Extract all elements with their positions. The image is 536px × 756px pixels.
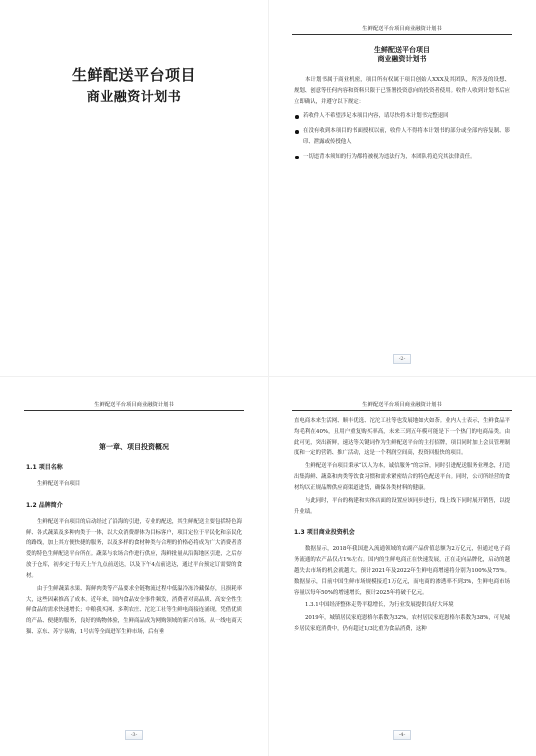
body-paragraph: 与此同时，平台的构建和实体店面的设置应该同步进行，线上线下同时展开销售，以提升业绩。 xyxy=(294,497,510,515)
section-title-1-3: 1.3 项目商业投资机会 xyxy=(294,529,355,537)
page-divider-horizontal xyxy=(0,376,536,377)
chapter-title: 第一章、项目投资概况 xyxy=(99,443,169,451)
page-number: -2- xyxy=(393,354,412,364)
running-header: 生鲜配送平台项目商业融资计划书 xyxy=(292,400,512,411)
body-paragraph: 2019年，城镇居民家庭恩格尔系数为32%，农村居民家庭恩格尔系数为38%，可见城乡居民家庭消费中，仍有超过1/3比重为食品消费，这种 xyxy=(294,615,510,632)
section-title-1-2: 1.2 品牌简介 xyxy=(26,501,63,509)
page-title-line1: 生鲜配送平台项目 xyxy=(374,46,430,54)
page-number: -3- xyxy=(125,730,144,740)
body-paragraph: 数据显示，2018年我国进入流通领域的农副产品价值总额为2万亿元，但通过电子商务流通的农产品仅占1%左右。国内的生鲜电商正在快速发展，正在走向品牌化，启动的越越失去市场的机会就越大。预计2021年及2022年生鲜电商增速将分别为100%及75%。数据显示，目前中国生鲜市场规模接近1万亿元，而电商的渗透率不到3%，生鲜电商市场容量以每年50%的增速增长，预计2025年将破千亿元。 xyxy=(294,546,510,596)
running-header: 生鲜配送平台项目商业融资计划书 xyxy=(24,400,244,411)
cover-title-line1: 生鲜配送平台项目 xyxy=(71,66,196,84)
cover-title-line2: 商业融资计划书 xyxy=(86,90,182,105)
intro-paragraph: 本计划书属于商业机密，项目所有权属于项目创始人XXX及其团队，所涉及的设想、规划、创意等任何内容和资料只限于已签署投资意向的投资者使用。收件人收到计划书后应立即确认，并遵守以下规定： xyxy=(294,76,510,105)
page-continuation xyxy=(274,382,530,752)
page-cover xyxy=(6,6,262,376)
body-paragraph: 生鲜配送平台项目秉承“以人为本，诚信服务”的宗旨，同时引进配送服务业理念，打造出集海鲜、蔬菜和肉类等饮食习惯和需求紧密结合的特色配送平台。同时，公司所经营的食材均以正规品牌供应商渠道进货，确保各类材料的健康。 xyxy=(294,463,510,491)
project-name: 生鲜配送平台项目 xyxy=(37,481,81,487)
page-confidentiality xyxy=(274,6,530,376)
section-title-1-1: 1.1 项目名称 xyxy=(26,464,63,471)
page-chapter-one xyxy=(6,382,262,752)
running-header: 生鲜配送平台项目商业融资计划书 xyxy=(292,24,512,35)
bullet-item: 一切违背本须知的行为都将被视为违法行为，本团队将追究其法律责任。 xyxy=(294,152,510,163)
brand-paragraph-1: 生鲜配送平台项目的启动经过了沿海的引进，专业的配送，其生鲜配送主要包括特色海鲜、各式蔬菜及多种肉类于一体，以大众消费群体为目标客户，项目定位于平民化和亲民化的路线，加上其方便快捷的服务，以及多样的食材种类与合理的价格必将成为广大消费者喜爱的特色生鲜配送平台所在。蔬菜与农场合作进行供应，海鲜批量从沿海地区引进，之后存放于仓库，初步定于每天上午九点前送达，以及下午4点前送达，通过平台预定订需要的食材。 xyxy=(26,518,242,579)
page-number: -4- xyxy=(393,730,412,740)
page-title-line2: 商业融资计划书 xyxy=(377,55,427,64)
bullet-item: 若收件人不希望涉足本项目内容，请尽快将本计划书完整退回 xyxy=(294,111,510,122)
page-divider-vertical xyxy=(268,0,269,756)
brand-paragraph-2: 由于生鲜蔬菜水果、海鲜肉类等产品要求全链物流过程中低温冷冻冷藏保存，且损耗率大，这些因素推高了成本。近年来，国内食品安全事件频发，消费者对高品质、高安全性生鲜食品的需求快速增长；中粮我买网、多利农庄、沱沱工社等生鲜电商接连涌现，凭借优质的产品、便捷的服务，良好的购物体验，生鲜商品成为网购领域的新兴市场。从一线电商天猫、京东、苏宁易购，1号店等全面进军生鲜市场，后有垂 xyxy=(26,585,242,635)
body-paragraph: 直电商本来生活网、顺丰优选、沱沱工社等也发展地如火如荼。业内人士表示，生鲜食品平均毛利在40%，且用户重复购买率高，未来三到五年模可能是下一个热门的电商品类。由此可见，突出新鲜，速达等关键词作为生鲜配送平台的主打招牌，项目同时加上会员管理制度和一定的营销、推广活动，这是一个利润空间高，投资回报快的项目。 xyxy=(294,418,510,457)
subsection-heading: 1.3.1中国经济整体走势平稳增长，为行业发展提供良好大环境 xyxy=(305,602,454,609)
bullet-item: 在没有收到本项目的书面授权以前，收件人不得将本计划书的部分或全部内容复制、影印、泄露或传授他人 xyxy=(294,126,510,148)
